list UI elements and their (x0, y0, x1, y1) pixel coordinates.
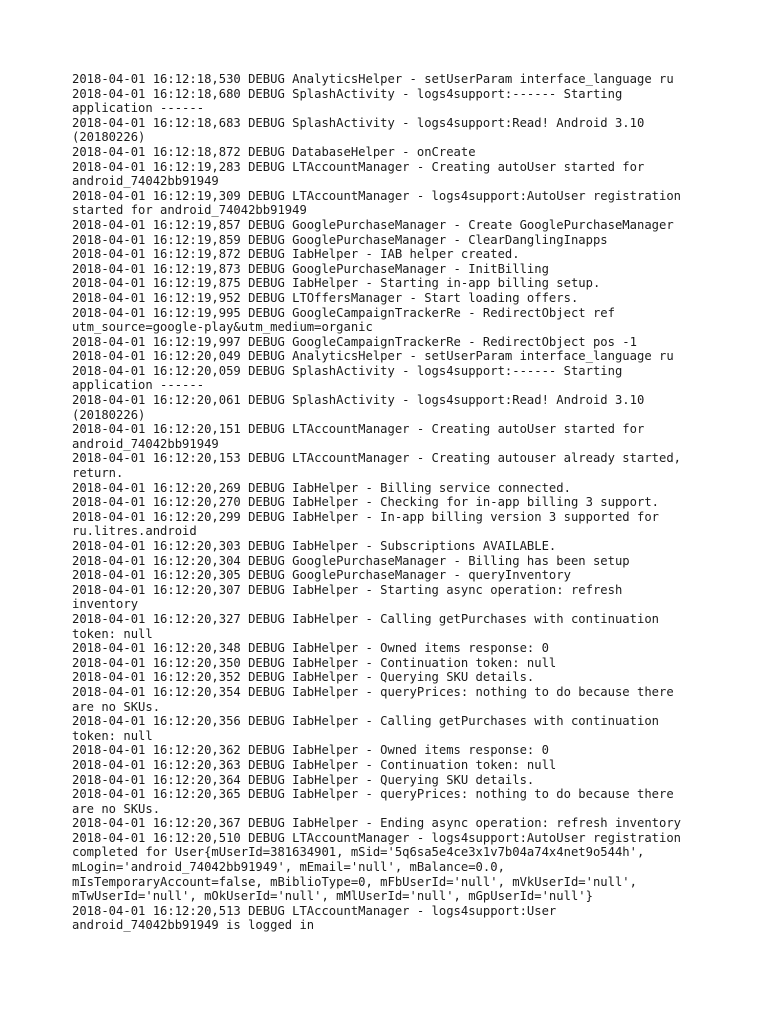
log-line: 2018-04-01 16:12:20,269 DEBUG IabHelper - Billing service connected. (72, 480, 571, 495)
log-line: 2018-04-01 16:12:20,363 DEBUG IabHelper - Continuation token: null (72, 757, 557, 772)
log-line: android_74042bb91949 is logged in (72, 918, 315, 933)
log-line: 2018-04-01 16:12:20,354 DEBUG IabHelper - queryPrices: nothing to do because there (72, 684, 674, 699)
log-line: 2018-04-01 16:12:20,303 DEBUG IabHelper - Subscriptions AVAILABLE. (72, 539, 557, 553)
log-line: 2018-04-01 16:12:20,348 DEBUG IabHelper - Owned items response: 0 (72, 641, 549, 656)
log-line: 2018-04-01 16:12:20,350 DEBUG IabHelper - Continuation token: null (72, 655, 557, 670)
log-line: (20180226) (72, 407, 146, 422)
log-line: 2018-04-01 16:12:20,049 DEBUG AnalyticsHelper - setUserParam interface_language ru (72, 349, 674, 364)
log-line: 2018-04-01 16:12:20,059 DEBUG SplashActivity - logs4support:------ Starting (72, 363, 623, 378)
log-line: are no SKUs. (72, 801, 161, 816)
log-line: 2018-04-01 16:12:18,872 DEBUG DatabaseHelper - onCreate (72, 144, 476, 159)
log-line: 2018-04-01 16:12:20,362 DEBUG IabHelper - Owned items response: 0 (72, 743, 549, 758)
log-line: 2018-04-01 16:12:18,680 DEBUG SplashActivity - logs4support:------ Starting (72, 86, 623, 101)
log-line: 2018-04-01 16:12:18,530 DEBUG AnalyticsHelper - setUserParam interface_language ru (72, 72, 674, 86)
log-line: 2018-04-01 16:12:19,283 DEBUG LTAccountManager - Creating autoUser started for (72, 159, 645, 174)
log-line: 2018-04-01 16:12:19,997 DEBUG GoogleCampaignTrackerRe - RedirectObject pos -1 (72, 334, 637, 349)
log-line: 2018-04-01 16:12:19,309 DEBUG LTAccountManager - logs4support:AutoUser registration (72, 188, 682, 203)
log-line: 2018-04-01 16:12:20,299 DEBUG IabHelper - In-app billing version 3 supported for (72, 509, 659, 524)
log-line: 2018-04-01 16:12:20,356 DEBUG IabHelper - Calling getPurchases with continuation (72, 714, 659, 729)
log-line: return. (72, 466, 124, 481)
log-line: 2018-04-01 16:12:19,995 DEBUG GoogleCampaignTrackerRe - RedirectObject ref (72, 305, 615, 320)
log-line: 2018-04-01 16:12:20,061 DEBUG SplashActivity - logs4support:Read! Android 3.10 (72, 393, 645, 408)
log-line: token: null (72, 626, 153, 641)
log-line: inventory (72, 597, 139, 612)
log-line: mTwUserId='null', mOkUserId='null', mMlUserId='null', mGpUserId='null'} (72, 889, 593, 904)
log-line: 2018-04-01 16:12:19,857 DEBUG GooglePurchaseManager - Create GooglePurchaseManager (72, 217, 674, 232)
log-line: 2018-04-01 16:12:20,304 DEBUG GooglePurchaseManager - Billing has been setup (72, 553, 630, 568)
log-line: 2018-04-01 16:12:19,952 DEBUG LTOffersManager - Start loading offers. (72, 290, 579, 305)
log-line: (20180226) (72, 130, 146, 145)
log-line: utm_source=google-play&utm_medium=organic (72, 320, 373, 335)
log-line: 2018-04-01 16:12:18,683 DEBUG SplashActivity - logs4support:Read! Android 3.10 (72, 115, 645, 130)
log-line: mIsTemporaryAccount=false, mBiblioType=0, mFbUserId='null', mVkUserId='null', (72, 874, 637, 889)
log-line: 2018-04-01 16:12:20,153 DEBUG LTAccountManager - Creating autouser already started, (72, 451, 682, 466)
log-line: ru.litres.android (72, 524, 197, 539)
log-line: 2018-04-01 16:12:19,872 DEBUG IabHelper - IAB helper created. (72, 247, 520, 262)
log-line: 2018-04-01 16:12:20,367 DEBUG IabHelper - Ending async operation: refresh inventory (72, 816, 682, 831)
log-line: 2018-04-01 16:12:20,151 DEBUG LTAccountManager - Creating autoUser started for (72, 422, 645, 437)
log-line: 2018-04-01 16:12:20,305 DEBUG GooglePurchaseManager - queryInventory (72, 568, 571, 583)
log-line: 2018-04-01 16:12:20,364 DEBUG IabHelper - Querying SKU details. (72, 772, 535, 787)
log-line: 2018-04-01 16:12:20,270 DEBUG IabHelper - Checking for in-app billing 3 support. (72, 495, 659, 510)
log-line: token: null (72, 728, 153, 743)
log-line: started for android_74042bb91949 (72, 203, 307, 218)
log-line: 2018-04-01 16:12:20,365 DEBUG IabHelper - queryPrices: nothing to do because there (72, 787, 674, 802)
log-line: application ------ (72, 101, 205, 116)
log-line: 2018-04-01 16:12:20,510 DEBUG LTAccountManager - logs4support:AutoUser registration (72, 830, 682, 845)
log-line: 2018-04-01 16:12:19,873 DEBUG GooglePurchaseManager - InitBilling (72, 261, 549, 276)
log-line: are no SKUs. (72, 699, 161, 714)
log-line: completed for User{mUserId=381634901, mSid='5q6sa5e4ce3x1v7b04a74x4net9o544h', (72, 845, 645, 860)
log-line: 2018-04-01 16:12:20,307 DEBUG IabHelper - Starting async operation: refresh (72, 582, 623, 597)
log-document (72, 72, 712, 933)
log-line: 2018-04-01 16:12:20,327 DEBUG IabHelper - Calling getPurchases with continuation (72, 611, 659, 626)
log-line: mLogin='android_74042bb91949', mEmail='null', mBalance=0.0, (72, 860, 505, 875)
log-line: android_74042bb91949 (72, 174, 219, 189)
log-line: 2018-04-01 16:12:20,513 DEBUG LTAccountManager - logs4support:User (72, 903, 557, 918)
log-line: 2018-04-01 16:12:19,875 DEBUG IabHelper - Starting in-app billing setup. (72, 276, 601, 291)
log-line: 2018-04-01 16:12:20,352 DEBUG IabHelper - Querying SKU details. (72, 670, 535, 685)
log-line: android_74042bb91949 (72, 436, 219, 451)
log-line: 2018-04-01 16:12:19,859 DEBUG GooglePurchaseManager - ClearDanglingInapps (72, 232, 608, 247)
log-line: application ------ (72, 378, 205, 393)
